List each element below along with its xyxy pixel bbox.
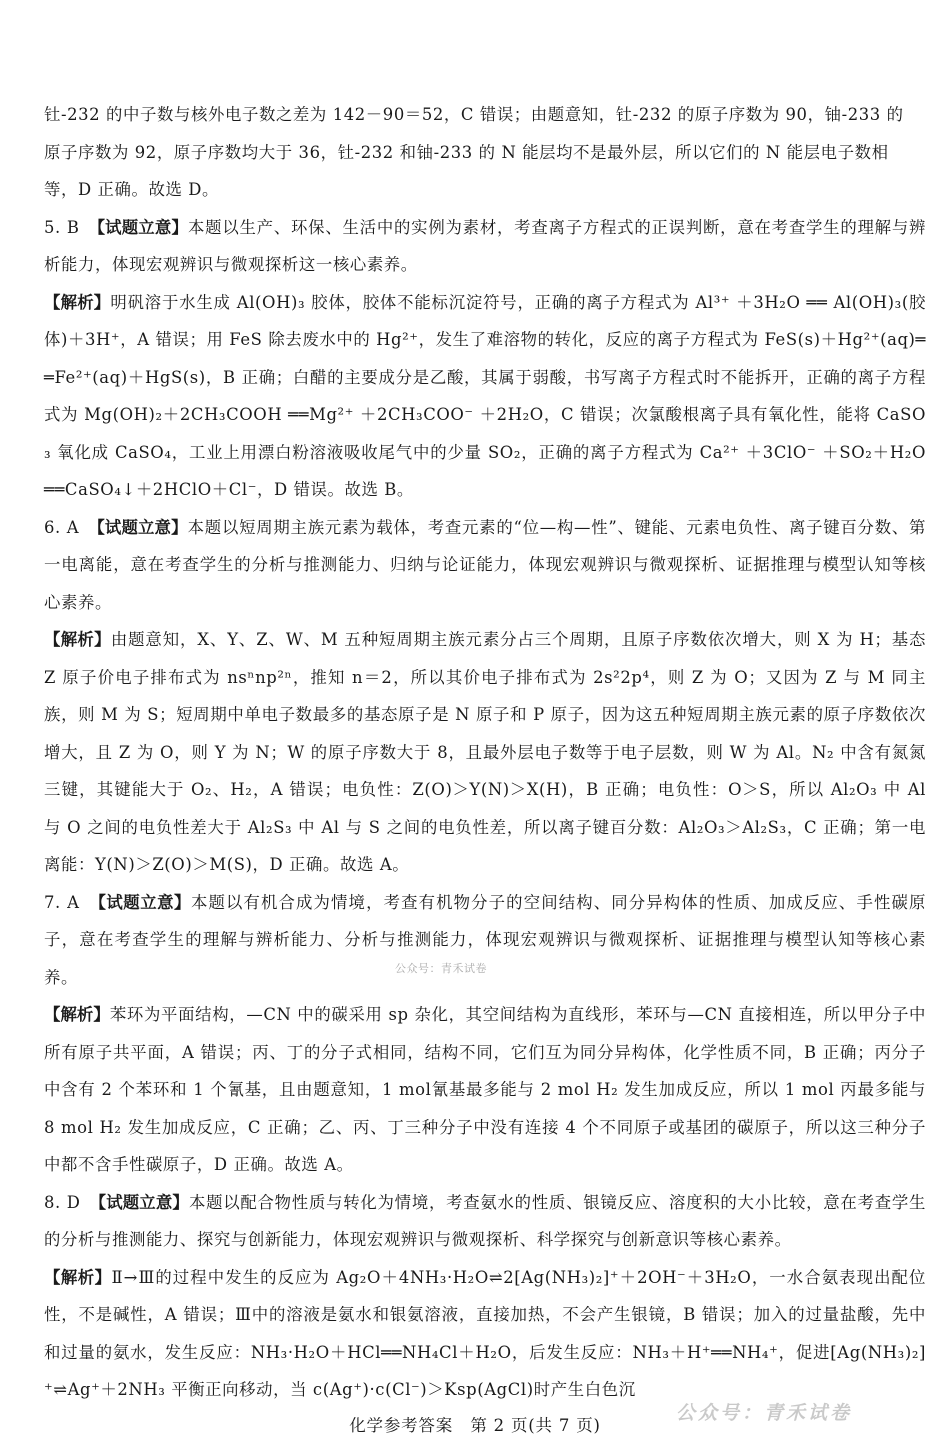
q6-analysis-text: 由题意知，X、Y、Z、W、M 五种短周期主族元素分占三个周期，且原子序数依次增大，则 X 为 H；基态 Z 原子价电子排布式为 nsⁿnp²ⁿ，推知 n＝2，所以其价电子排布式为 2s²2p⁴，则 Z 为 O；又因为 Z 与 M 同主族，则 M 为 S；短周期中单电子数最多的基态原子是 N 原子和 P 原子，因为这五种短周期主族元素的原子序数依次增大，且 Z 为 O，则 Y 为 N；W 的原子序数大于 8，且最外层电子数等于电子层数，则 W 为 Al。N₂ 中含有氮氮三键，其键能大于 O₂、H₂，A 错误；电负性：Z(O)＞Y(N)＞X(H)，B 正确；电负性：O＞S，所以 Al₂O₃ 中 Al 与 O 之间的电负性差大于 Al₂S₃ 中 Al 与 S 之间的电负性差，所以离子键百分数：Al₂O₃＞Al₂S₃，C 正确；第一电离能：Y(N)＞Z(O)＞M(S)，D 正确。故选 A。 [44,630,926,874]
q7-intent-tag: 【试题立意】 [97,892,191,912]
watermark-corner: 公众号：青禾试卷 [676,1402,853,1424]
q7-intent-text: 本题以有机合成为情境，考查有机物分子的空间结构、同分异构体的性质、加成反应、手性碳原子，意在考查学生的理解与辨析能力、分析与推测能力，体现宏观辨识与微观探析、证据推理与模型认知等核心素养。 [44,892,926,987]
q8-intent [44,1184,926,1259]
q6-intent-tag: 【试题立意】 [96,517,188,537]
q6-number: 6. A [44,517,80,537]
q8-intent-tag: 【试题立意】 [97,1192,189,1212]
q7-intent [44,884,926,997]
question-5 [44,209,926,509]
q8-analysis-tag: 【解析】 [44,1267,112,1287]
q8-analysis [44,1259,926,1409]
q6-analysis [44,621,926,884]
q5-analysis-tag: 【解析】 [44,292,111,312]
q7-analysis-text: 苯环为平面结构，—CN 中的碳采用 sp 杂化，其空间结构为直线形，苯环与—CN 直接相连，所以甲分子中所有原子共平面，A 错误；丙、丁的分子式相同，结构不同，它们互为同分异构体，化学性质不同，B 正确；丙分子中含有 2 个苯环和 1 个氰基，且由题意知，1 mol氰基最多能与 2 mol H₂ 发生加成反应，所以 1 mol 丙最多能与 8 mol H₂ 发生加成反应，C 正确；乙、丙、丁三种分子中没有连接 4 个不同原子或基团的碳原子，所以这三种分子中都不含手性碳原子，D 正确。故选 A。 [44,1005,927,1174]
q5-analysis-text: 明矾溶于水生成 Al(OH)₃ 胶体，胶体不能标沉淀符号，正确的离子方程式为 Al³⁺ ＋3H₂O ══ Al(OH)₃(胶体)＋3H⁺，A 错误；用 FeS 除去废水中的 Hg²⁺，发生了难溶物的转化，反应的离子方程式为 FeS(s)＋Hg²⁺(aq)══Fe²⁺(aq)＋HgS(s)，B 正确；白醋的主要成分是乙酸，其属于弱酸，书写离子方程式时不能拆开，正确的离子方程式为 Mg(OH)₂＋2CH₃COOH ══Mg²⁺ ＋2CH₃COO⁻ ＋2H₂O，C 错误；次氯酸根离子具有氧化性，能将 CaSO₃ 氧化成 CaSO₄，工业上用漂白粉溶液吸收尾气中的少量 SO₂，正确的离子方程式为 Ca²⁺ ＋3ClO⁻ ＋SO₂＋H₂O ══CaSO₄↓＋2HClO＋Cl⁻，D 错误。故选 B。 [44,292,927,499]
continued-line-2: 原子序数为 92，原子序数均大于 36，钍-232 和铀-233 的 N 能层均不是最外层，所以它们的 N 能层电子数相 [44,142,889,162]
q5-number: 5. B [44,217,80,237]
q5-analysis [44,284,926,509]
q8-number: 8. D [44,1192,81,1212]
q7-analysis [44,996,926,1184]
q6-intent [44,509,926,622]
q7-analysis-tag: 【解析】 [44,1005,110,1024]
q5-intent-text: 本题以生产、环保、生活中的实例为素材，考查离子方程式的正误判断，意在考查学生的理解与辨析能力，体现宏观辨识与微观探析这一核心素养。 [44,217,926,274]
question-6 [44,509,926,884]
answer-page-body [44,96,926,1409]
q6-analysis-tag: 【解析】 [44,630,111,649]
continued-line-3: 等，D 正确。故选 D。 [44,180,220,199]
q6-intent-text: 本题以短周期主族元素为载体，考查元素的“位—构—性”、键能、元素电负性、离子键百分数、第一电离能，意在考查学生的分析与推测能力、归纳与论证能力，体现宏观辨识与微观探析、证据推理与模型认知等核心素养。 [44,517,926,612]
watermark-center: 公众号：青禾试卷 [395,962,487,975]
page-footer: 化学参考答案 第 2 页(共 7 页) [349,1416,601,1435]
q8-analysis-text: Ⅱ→Ⅲ的过程中发生的反应为 Ag₂O＋4NH₃·H₂O⇌2[Ag(NH₃)₂]⁺＋2OH⁻＋3H₂O，一水合氨表现出配位性，不是碱性，A 错误；Ⅲ中的溶液是氨水和银氨溶液，直接加热，不会产生银镜，B 错误；加入的过量盐酸，先中和过量的氨水，发生反应：NH₃·H₂O＋HCl══NH₄Cl＋H₂O，后发生反应：NH₃＋H⁺══NH₄⁺，促进[Ag(NH₃)₂]⁺⇌Ag⁺＋2NH₃ 平衡正向移动，当 c(Ag⁺)·c(Cl⁻)＞Ksp(AgCl)时产生白色沉 [44,1267,926,1399]
question-8 [44,1184,926,1409]
q5-intent [44,209,926,284]
question-7 [44,884,926,1184]
q7-number: 7. A [44,892,80,912]
q8-intent-text: 本题以配合物性质与转化为情境，考查氨水的性质、银镜反应、溶度积的大小比较，意在考查学生的分析与推测能力、探究与创新能力，体现宏观辨识与微观探析、科学探究与创新意识等核心素养。 [44,1192,926,1249]
q5-intent-tag: 【试题立意】 [96,217,189,237]
continued-line-1: 钍-232 的中子数与核外电子数之差为 142－90＝52，C 错误；由题意知，钍-232 的原子序数为 90，铀-233 的 [44,105,904,124]
